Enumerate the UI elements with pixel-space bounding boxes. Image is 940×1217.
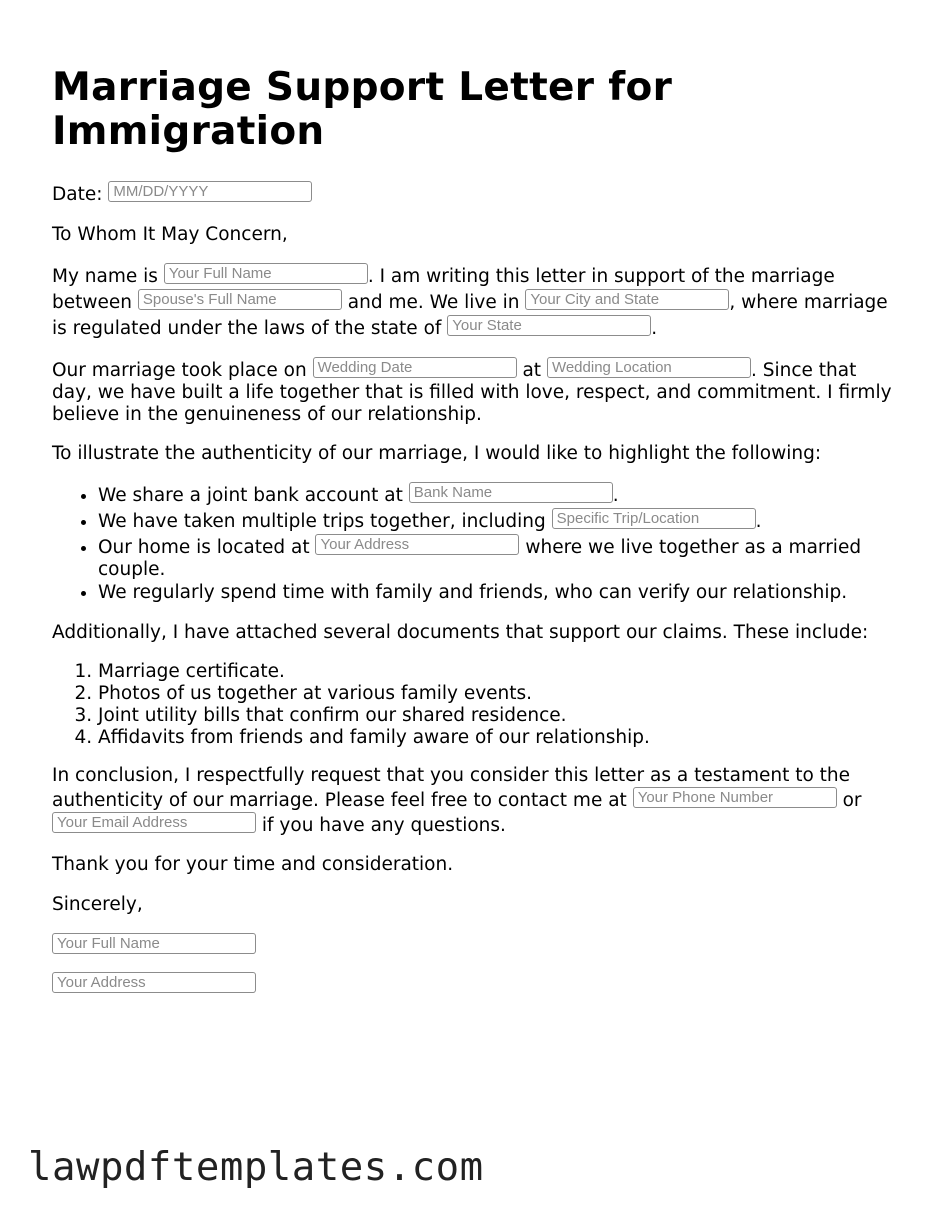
intro-text-3: and me. We live in bbox=[347, 292, 520, 313]
highlight-family-text: We regularly spend time with family and friends, who can verify our relationship. bbox=[98, 582, 848, 603]
documents-intro: Additionally, I have attached several documents that support our claims. These include: bbox=[52, 622, 869, 643]
intro-text-4: , where marriage is regulated under the laws of the state of bbox=[52, 292, 888, 339]
list-item: 2. Photos of us together at various family events. bbox=[98, 683, 892, 705]
wedding-date-input[interactable]: Wedding Date bbox=[313, 357, 517, 378]
state-input[interactable]: Your State bbox=[447, 315, 651, 336]
page-title: Marriage Support Letter for Immigration bbox=[52, 65, 673, 154]
date-input[interactable]: MM/DD/YYYY bbox=[108, 181, 312, 202]
highlight-intro: To illustrate the authenticity of our marriage, I would like to highlight the following: bbox=[52, 443, 822, 464]
highlight-trips-end: . bbox=[755, 511, 762, 532]
documents-list bbox=[52, 661, 892, 749]
highlight-trips-text: We have taken multiple trips together, including bbox=[98, 511, 546, 532]
list-item bbox=[98, 534, 892, 581]
list-item bbox=[98, 482, 892, 508]
signature-name-input[interactable]: Your Full Name bbox=[52, 933, 256, 954]
highlight-bank-text: We share a joint bank account at bbox=[98, 485, 403, 506]
list-item: 4. Affidavits from friends and family aware of our relationship. bbox=[98, 727, 892, 749]
conclusion-text-3: if you have any questions. bbox=[261, 815, 506, 836]
conclusion-text-1: In conclusion, I respectfully request that you consider this letter as a testament to the authenticity of our marriage. Please feel free to contact me at bbox=[52, 765, 851, 811]
intro-text-2: . I am writing this letter in support of the marriage between bbox=[52, 266, 835, 313]
trip-location-input[interactable]: Specific Trip/Location bbox=[552, 508, 756, 529]
list-item: 1. Marriage certificate. bbox=[98, 661, 892, 683]
highlight-bank-end: . bbox=[612, 485, 619, 506]
wedding-text-1: Our marriage took place on bbox=[52, 360, 307, 381]
home-address-input[interactable]: Your Address bbox=[315, 534, 519, 555]
intro-text-1: My name is bbox=[52, 266, 158, 287]
phone-input[interactable]: Your Phone Number bbox=[633, 787, 837, 808]
highlight-home-end: where we live together as a married couple. bbox=[98, 537, 862, 580]
city-state-input[interactable]: Your City and State bbox=[525, 289, 729, 310]
date-line bbox=[52, 181, 892, 207]
wedding-location-input[interactable]: Wedding Location bbox=[547, 357, 751, 378]
list-item: 3. Joint utility bills that confirm our shared residence. bbox=[98, 705, 892, 727]
footer-watermark: lawpdftemplates.com bbox=[28, 1145, 484, 1190]
wedding-text-3: . Since that day, we have built a life together that is filled with love, respect, and commitment. I firmly believe in the genuineness of our relationship. bbox=[52, 360, 892, 425]
salutation: To Whom It May Concern, bbox=[52, 224, 288, 245]
signature-address-input[interactable]: Your Address bbox=[52, 972, 256, 993]
highlight-list bbox=[52, 482, 892, 605]
list-item bbox=[98, 508, 892, 534]
full-name-input[interactable]: Your Full Name bbox=[164, 263, 368, 284]
list-item bbox=[98, 581, 892, 605]
intro-text-5: . bbox=[651, 318, 658, 339]
letter-page bbox=[52, 66, 892, 1011]
bank-name-input[interactable]: Bank Name bbox=[409, 482, 613, 503]
conclusion-text-2: or bbox=[842, 790, 862, 811]
date-label: Date: bbox=[52, 184, 103, 205]
spouse-name-input[interactable]: Spouse's Full Name bbox=[138, 289, 342, 310]
intro-paragraph bbox=[52, 263, 892, 341]
thanks-line: Thank you for your time and consideration. bbox=[52, 854, 454, 875]
highlight-home-text: Our home is located at bbox=[98, 537, 310, 558]
closing-line: Sincerely, bbox=[52, 894, 143, 915]
conclusion-paragraph bbox=[52, 765, 892, 837]
wedding-paragraph bbox=[52, 357, 892, 426]
wedding-text-2: at bbox=[522, 360, 542, 381]
email-input[interactable]: Your Email Address bbox=[52, 812, 256, 833]
